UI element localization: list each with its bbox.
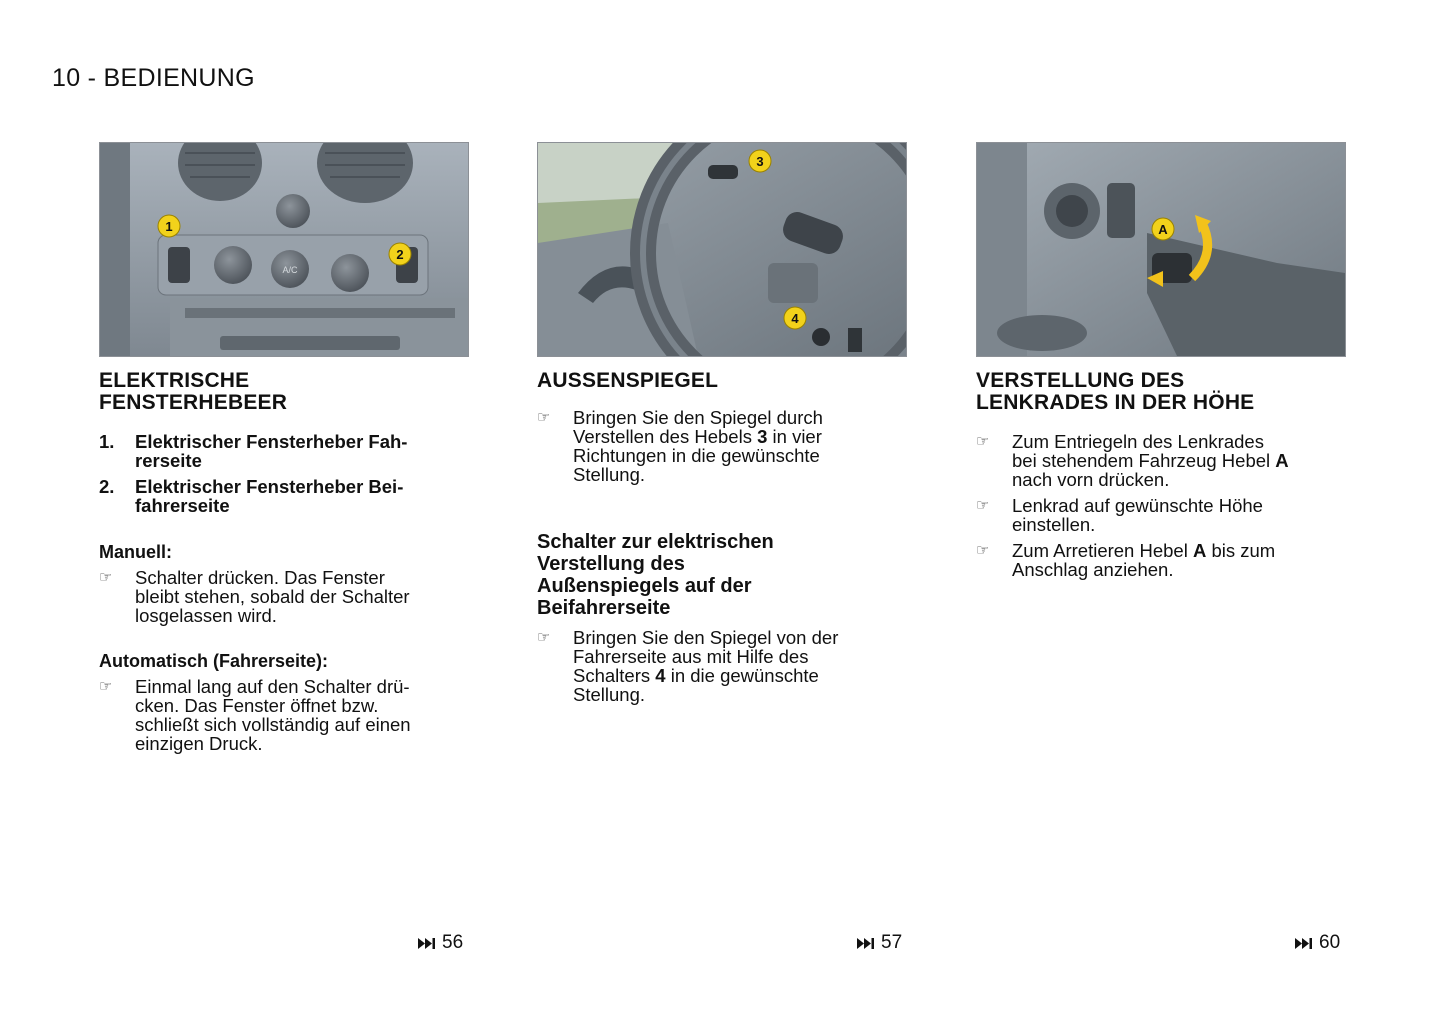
bullet-text: losgelassen wird.	[135, 605, 277, 626]
page-ref-link[interactable]	[857, 932, 902, 954]
numbered-list	[99, 432, 469, 515]
lever-ref: A	[1192, 540, 1207, 561]
list-text: rerseite	[135, 450, 202, 471]
steering-wheel-mirror-illustration	[538, 143, 906, 356]
bullet-text: Anschlag anziehen.	[1012, 559, 1174, 580]
fast-forward-icon	[1295, 937, 1313, 950]
heading-line: Außenspiegels auf der	[537, 575, 752, 597]
list-text: Elektrischer Fensterheber Fah-	[135, 431, 408, 452]
pointing-hand-icon: ☞	[99, 569, 113, 586]
pointing-hand-icon: ☞	[537, 629, 551, 646]
fast-forward-icon	[418, 937, 436, 950]
dashboard-switches-illustration	[100, 143, 468, 356]
bullet-text: Zum Arretieren Hebel	[1012, 540, 1188, 561]
heading-line: Verstellung des	[537, 553, 685, 575]
page-title: 10 - BEDIENUNG	[52, 64, 255, 92]
bullet-text: cken. Das Fenster öffnet bzw.	[135, 695, 379, 716]
column-exterior-mirrors	[537, 142, 907, 704]
list-item	[99, 477, 469, 515]
pointing-hand-icon: ☞	[99, 678, 113, 695]
fast-forward-icon	[857, 937, 875, 950]
page-ref-number: 57	[881, 932, 903, 953]
bullet-text: in die gewünschte	[670, 665, 819, 686]
heading-line: ELEKTRISCHE	[99, 369, 250, 392]
heading-line: FENSTERHEBEER	[99, 391, 288, 414]
automatic-label: Automatisch (Fahrerseite):	[99, 651, 329, 671]
bullet-item	[976, 432, 1346, 489]
bullet-text: Richtungen in die gewünschte	[573, 445, 820, 466]
section-heading-mirrors: AUSSENSPIEGEL	[537, 369, 719, 392]
bullet-text: bis zum	[1211, 540, 1276, 561]
list-number: 2.	[99, 476, 115, 497]
bullet-text: nach vorn drücken.	[1012, 469, 1170, 490]
heading-line: LENKRADES IN DER HÖHE	[976, 391, 1255, 414]
manual-label: Manuell:	[99, 542, 173, 562]
pointing-hand-icon: ☞	[976, 542, 990, 559]
bullet-text: Stellung.	[573, 464, 645, 485]
bullet-item	[537, 628, 907, 704]
bullet-text: bei stehendem Fahrzeug Hebel	[1012, 450, 1271, 471]
bullet-item	[976, 496, 1346, 534]
callout-3-label: 3	[756, 154, 764, 169]
bullet-text: Bringen Sie den Spiegel durch	[573, 407, 823, 428]
bullet-text: Einmal lang auf den Schalter drü-	[135, 676, 410, 697]
bullet-item	[976, 541, 1346, 579]
bullet-item	[537, 408, 907, 484]
bullet-text: Schalter drücken. Das Fenster	[135, 567, 385, 588]
bullet-text: Fahrerseite aus mit Hilfe des	[573, 646, 809, 667]
list-item	[99, 432, 469, 470]
pointing-hand-icon: ☞	[976, 433, 990, 450]
steering-lever-illustration	[977, 143, 1345, 356]
bullet-text: bleibt stehen, sobald der Schalter	[135, 586, 410, 607]
heading-line: Schalter zur elektrischen	[537, 531, 774, 553]
section-heading-power-windows	[99, 370, 469, 414]
column-steering-adjust	[976, 142, 1346, 579]
callout-2-label: 2	[396, 247, 404, 262]
lever-ref: A	[1275, 450, 1289, 471]
page-ref-number: 60	[1319, 932, 1341, 953]
bullet-text: Verstellen des Hebels	[573, 426, 752, 447]
heading-line: Beifahrerseite	[537, 597, 671, 619]
column-power-windows	[99, 142, 469, 753]
callout-1-label: 1	[165, 219, 173, 234]
heading-line: VERSTELLUNG DES	[976, 369, 1185, 392]
page-ref-number: 56	[442, 932, 464, 953]
callout-4-label: 4	[791, 311, 799, 326]
bullet-text: einzigen Druck.	[135, 733, 263, 754]
bullet-text: Schalters	[573, 665, 651, 686]
callout-A-label: A	[1158, 222, 1168, 237]
bullet-text: Stellung.	[573, 684, 645, 705]
pointing-hand-icon: ☞	[976, 497, 990, 514]
bullet-text: in vier	[772, 426, 822, 447]
bullet-text: Bringen Sie den Spiegel von der	[573, 627, 839, 648]
photo-mirror-controls	[537, 142, 907, 357]
bullet-text: schließt sich vollständig auf einen	[135, 714, 411, 735]
bullet-text: Zum Entriegeln des Lenkrades	[1012, 431, 1264, 452]
list-text: Elektrischer Fensterheber Bei-	[135, 476, 404, 497]
list-text: fahrerseite	[135, 495, 230, 516]
photo-power-window-switches	[99, 142, 469, 357]
page-ref-link[interactable]	[1295, 932, 1340, 954]
bullet-item	[99, 677, 469, 753]
ac-button-label: A/C	[282, 265, 298, 275]
switch-ref: 4	[655, 665, 666, 686]
bullet-text: Lenkrad auf gewünschte Höhe	[1012, 495, 1263, 516]
section-heading-steering	[976, 370, 1346, 414]
bullet-item	[99, 568, 469, 625]
pointing-hand-icon: ☞	[537, 409, 551, 426]
lever-ref: 3	[757, 426, 768, 447]
page-ref-link[interactable]	[418, 932, 463, 954]
sub-heading-passenger-mirror	[537, 531, 907, 619]
photo-steering-lever	[976, 142, 1346, 357]
list-number: 1.	[99, 431, 115, 452]
bullet-text: einstellen.	[1012, 514, 1096, 535]
